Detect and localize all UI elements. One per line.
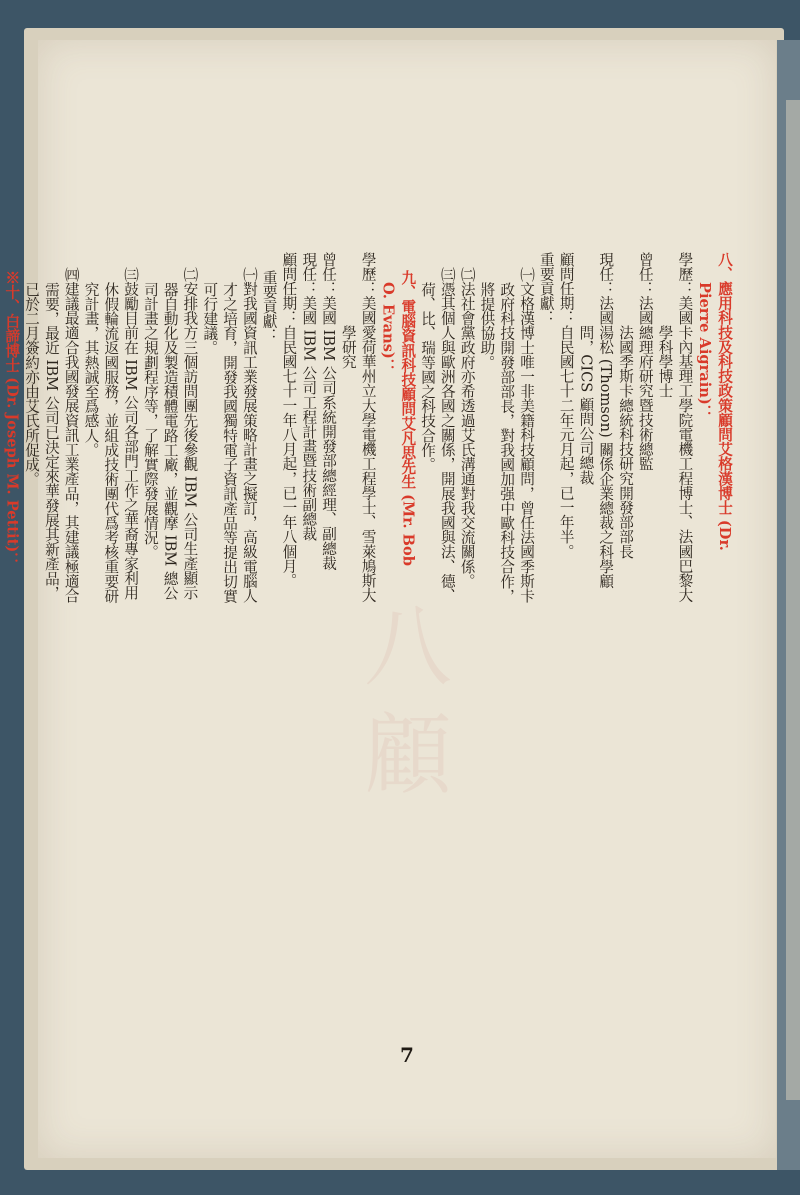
next-page-edge bbox=[786, 100, 800, 1100]
section-9b-line: 司計畫之規劃程序等，了解實際發展情況。 bbox=[141, 282, 159, 560]
section-8-line: 法國季斯卡總統科技研究開發部部長 bbox=[617, 325, 635, 559]
section-9b-line: ㈡安排我方三個訪問團先後參觀 IBM 公司生產顯示 bbox=[181, 267, 199, 600]
section-9-heading-cont: O. Evans)： bbox=[379, 282, 397, 374]
section-9b-line: 已於二月簽約亦由艾氏所促成。 bbox=[23, 282, 41, 487]
section-9b-line: 器自動化及製造積體電路工廠，並觀摩 IBM 總公 bbox=[161, 282, 179, 601]
section-8-line: 將提供協助。 bbox=[478, 282, 496, 370]
section-8-line: ㈡法社會黨政府亦希透過艾氏溝通對我交流關係。 bbox=[458, 267, 476, 589]
section-9-line: 曾任：美國 IBM 公司系統開發部總經理、副總裁 bbox=[320, 252, 338, 571]
section-9b-line: 休假輪流返國服務，並組成技術團代爲考核重要研 bbox=[102, 282, 120, 604]
section-8-line: ㈢憑其個人與歐洲各國之關係，開展我國與法、德、 bbox=[438, 267, 456, 603]
section-9-line: 學研究 bbox=[339, 325, 357, 369]
section-8-line: 學科學博士 bbox=[656, 325, 674, 398]
section-9b-line: ㈠對我國資訊工業發展策略計畫之擬訂，高級電腦人 bbox=[240, 267, 258, 603]
section-9b-line: 需要，最近 IBM 公司已決定來華發展其新產品， bbox=[42, 282, 60, 601]
section-8-line: 荷、比、瑞等國之科技合作。 bbox=[419, 282, 437, 472]
section-9-line: 學歷：美國愛荷華州立大學電機工程學士、雪萊鳩斯大 bbox=[359, 252, 377, 603]
section-8-line: 問，CICS 顧問公司總裁 bbox=[577, 325, 595, 485]
section-9b-line: 可行建議。 bbox=[201, 282, 219, 355]
section-9-line: 現任：美國 IBM 公司工程計畫暨技術副總裁 bbox=[300, 252, 318, 541]
section-9b-line: 究計畫，其熱誠至爲感人。 bbox=[82, 282, 100, 458]
vertical-text-block bbox=[3, 252, 734, 1022]
section-9b-line: ㈣建議最適合我國發展資訊工業產品，其建議極適合 bbox=[62, 267, 80, 603]
section-8-heading-cont: Pierre Aigrain)： bbox=[696, 282, 714, 420]
section-8-line: 政府科技開發部部長，對我國加强中歐科技合作， bbox=[498, 282, 516, 604]
section-8-line: 顧問任期：自民國七十二年元月起，已一年半。 bbox=[557, 252, 575, 559]
section-9-heading: 九、電腦資訊科技顧問艾凡思先生 (Mr. Bob bbox=[399, 270, 417, 566]
section-8-heading: 八、應用科技及科技政策顧問艾格漢博士 (Dr. bbox=[716, 252, 733, 551]
section-8-line: 曾任：法國總理府研究暨技術總監 bbox=[636, 252, 654, 471]
section-9-line: 顧問任期：自民國七十一年八月起，已一年八個月。 bbox=[280, 252, 298, 588]
document-page bbox=[3, 40, 776, 1158]
section-9b-line: 才之培育，開發我國獨特電子資訊產品等提出切實 bbox=[221, 282, 239, 604]
section-9b-line: 重要貢獻： bbox=[260, 270, 278, 343]
section-8-line: 重要貢獻： bbox=[537, 252, 555, 325]
section-10-line bbox=[0, 252, 2, 1022]
section-8-line: ㈠文格漢博士唯一非美籍科技顧問，曾任法國季斯卡 bbox=[518, 267, 536, 603]
bleed-through-ghost: 八顧 bbox=[350, 600, 453, 816]
page-number: 7 bbox=[400, 1043, 414, 1067]
section-8-line: 學歷：美國卡內基理工學院電機工程博士、法國巴黎大 bbox=[676, 252, 694, 603]
section-8-line: 現任：法國湯松 (Thomson) 關係企業總裁之科學顧 bbox=[597, 252, 615, 589]
section-10-heading: ※十、白諦博士 (Dr. Joseph M. Pettit)： bbox=[3, 270, 21, 567]
section-9b-line: ㈢鼓勵目前在 IBM 公司各部門工作之華裔專家利用 bbox=[122, 267, 140, 600]
